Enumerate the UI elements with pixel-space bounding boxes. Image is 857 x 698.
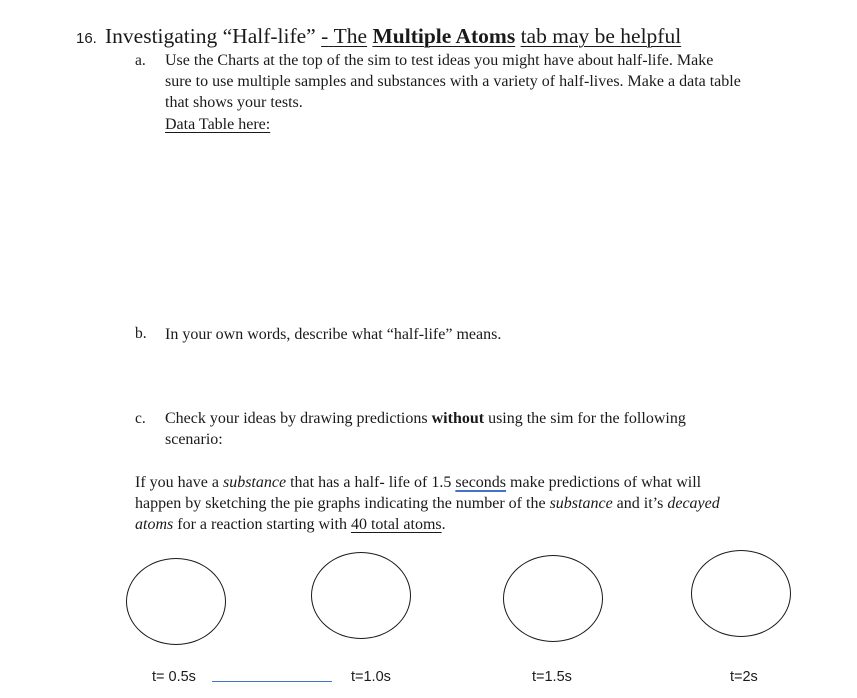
part-a-label: a. <box>135 52 146 69</box>
part-a-line-1: Use the Charts at the top of the sim to test ideas you might have about half-life. Make <box>165 52 714 69</box>
data-table-label: Data Table here: <box>165 116 271 133</box>
total-atoms: 40 total atoms <box>350 516 442 533</box>
substance-italic: substance <box>222 474 287 491</box>
seconds-word: seconds <box>455 474 507 491</box>
title-multiple-atoms: Multiple Atoms <box>372 24 516 48</box>
pie-circle-4 <box>691 550 791 637</box>
part-b-text: In your own words, describe what “half-life” means. <box>165 326 502 343</box>
time-label-1: t= 0.5s <box>152 669 196 685</box>
part-c-line-1: Check your ideas by drawing predictions without using the sim for the following <box>165 410 686 427</box>
time-label-2: t=1.0s <box>351 669 391 685</box>
title-investigating: Investigating “Half-life” <box>105 24 316 48</box>
scenario-line-2: happen by sketching the pie graphs indicating the number of the substance and it’s decayed <box>135 495 720 512</box>
without-emphasis: without <box>431 410 485 427</box>
question-title <box>105 23 681 49</box>
pie-circle-1 <box>126 558 226 645</box>
pie-circle-2 <box>311 552 411 639</box>
pie-circle-3 <box>503 555 603 642</box>
title-tab-helpful: tab may be helpful <box>520 24 682 48</box>
part-b-label: b. <box>135 325 147 342</box>
scenario-line-3: atoms for a reaction starting with 40 total atoms. <box>135 516 446 533</box>
part-a-line-3: that shows your tests. <box>165 94 303 111</box>
question-number: 16. <box>76 30 97 47</box>
time-label-4: t=2s <box>730 669 758 685</box>
title-separator: - <box>321 24 329 48</box>
title-the: The <box>333 24 368 48</box>
part-c-label: c. <box>135 410 146 427</box>
part-c-line-2: scenario: <box>165 431 223 448</box>
blue-underline <box>212 681 332 682</box>
part-a-line-2: sure to use multiple samples and substances with a variety of half-lives. Make a data table <box>165 73 741 90</box>
scenario-line-1: If you have a substance that has a half- life of 1.5 seconds make predictions of what will <box>135 474 702 491</box>
time-label-3: t=1.5s <box>532 669 572 685</box>
